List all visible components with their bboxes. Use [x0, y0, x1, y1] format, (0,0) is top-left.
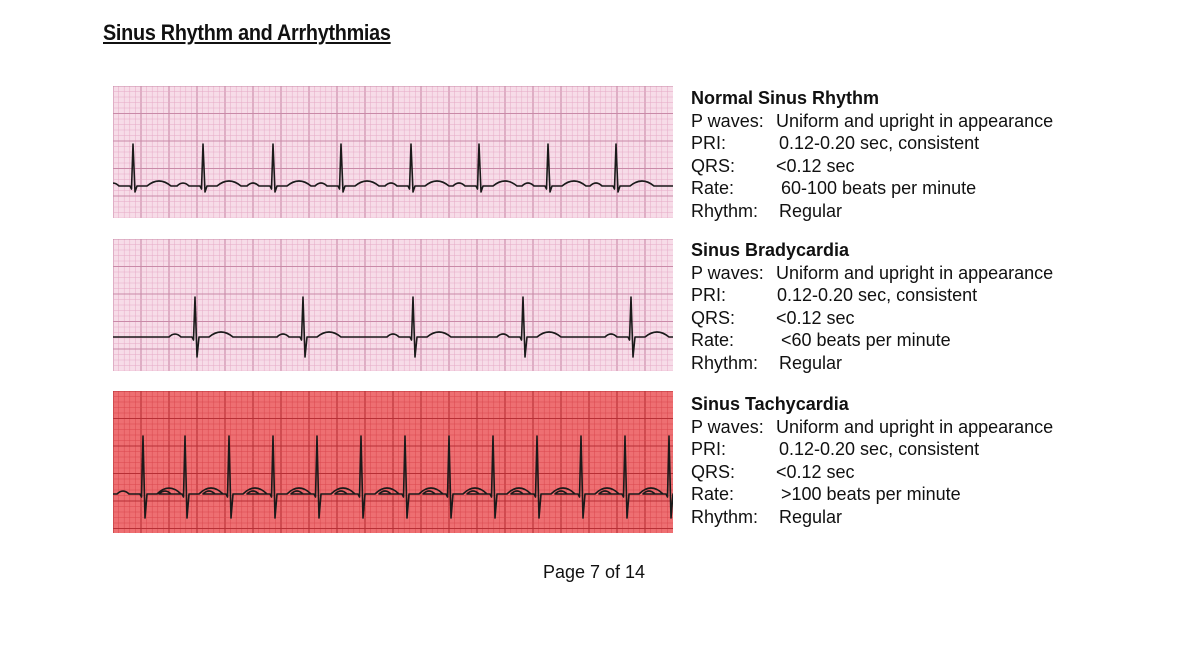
- criteria-value: 0.12-0.20 sec, consistent: [777, 285, 978, 306]
- criteria-value: Uniform and upright in appearance: [776, 416, 1054, 437]
- criteria-label: P waves:: [691, 416, 764, 437]
- criteria-label: QRS:: [691, 461, 736, 482]
- criteria-label: PRI:: [691, 439, 727, 460]
- rhythm-heading: Normal Sinus Rhythm: [691, 88, 880, 108]
- criteria-label: PRI:: [691, 133, 727, 154]
- page-number: Page 7 of 14: [542, 562, 646, 582]
- criteria-value: 0.12-0.20 sec, consistent: [779, 439, 980, 460]
- ecg-strip-bradycardia: [113, 239, 673, 371]
- ecg-strip-normal-sinus-graphic: [113, 86, 673, 218]
- ecg-strip-bradycardia-graphic: [113, 239, 673, 371]
- criteria-label: Rate:: [691, 178, 735, 199]
- ecg-strip-tachycardia-graphic: [113, 391, 673, 533]
- criteria-value: Uniform and upright in appearance: [776, 110, 1054, 131]
- criteria-label: QRS:: [691, 307, 736, 328]
- criteria-value: >100 beats per minute: [781, 484, 961, 505]
- criteria-value: <0.12 sec: [776, 461, 855, 482]
- criteria-label: PRI:: [691, 285, 727, 306]
- rhythm-heading: Sinus Bradycardia: [691, 240, 850, 260]
- criteria-value: Regular: [779, 506, 843, 527]
- rhythm-description-bradycardia: [691, 239, 1054, 375]
- criteria-value: Uniform and upright in appearance: [776, 262, 1054, 283]
- criteria-label: Rate:: [691, 330, 735, 351]
- criteria-label: Rhythm:: [691, 506, 759, 527]
- criteria-label: QRS:: [691, 155, 736, 176]
- criteria-value: 60-100 beats per minute: [781, 178, 977, 199]
- ecg-grid: [113, 86, 673, 218]
- criteria-value: Regular: [779, 200, 843, 221]
- page-title: Sinus Rhythm and Arrhythmias: [103, 20, 391, 45]
- criteria-label: Rhythm:: [691, 200, 759, 221]
- criteria-label: Rate:: [691, 484, 735, 505]
- rhythm-heading: Sinus Tachycardia: [691, 394, 849, 414]
- criteria-value: <0.12 sec: [776, 307, 855, 328]
- ecg-strip-normal-sinus: [113, 86, 673, 218]
- criteria-label: P waves:: [691, 262, 764, 283]
- criteria-label: P waves:: [691, 110, 764, 131]
- rhythm-description-normal-sinus: [691, 87, 1054, 223]
- ecg-strip-tachycardia: [113, 391, 673, 533]
- ecg-grid: [113, 391, 673, 533]
- criteria-value: 0.12-0.20 sec, consistent: [779, 133, 980, 154]
- criteria-value: <60 beats per minute: [781, 330, 951, 351]
- criteria-value: <0.12 sec: [776, 155, 855, 176]
- criteria-label: Rhythm:: [691, 352, 759, 373]
- criteria-value: Regular: [779, 352, 843, 373]
- rhythm-description-tachycardia: [691, 393, 1054, 529]
